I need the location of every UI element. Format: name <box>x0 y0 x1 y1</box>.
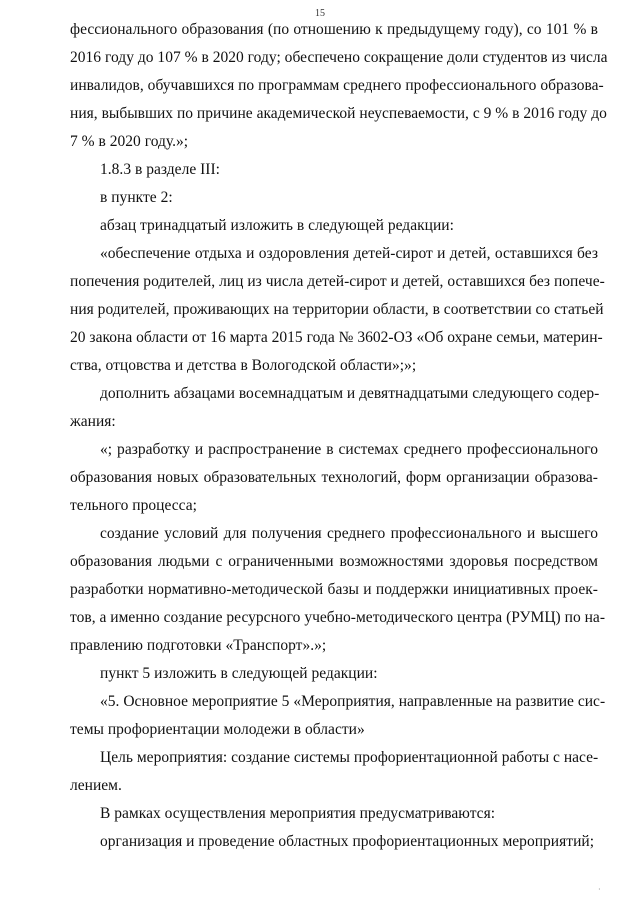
text-line: тельного процесса; <box>70 497 197 514</box>
text-line: 2016 году до 107 % в 2020 году; обеспечено сокращение доли студентов из числа <box>70 49 608 66</box>
text-line: организация и проведение областных профориентационных мероприятий; <box>100 833 595 850</box>
scan-mark: · <box>598 885 601 894</box>
text-line: в пункте 2: <box>100 189 173 206</box>
text-line: жания: <box>70 413 116 430</box>
text-line: 1.8.3 в разделе III: <box>100 161 220 178</box>
text-line: абзац тринадцатый изложить в следующей редакции: <box>100 217 454 234</box>
page-number: 15 <box>315 8 325 19</box>
text-line: дополнить абзацами восемнадцатым и девятнадцатыми следующего содер- <box>100 385 600 402</box>
text-line: темы профориентации молодежи в области» <box>70 721 365 738</box>
text-line: инвалидов, обучавшихся по программам среднего профессионального образова- <box>70 77 604 94</box>
text-line: В рамках осуществления мероприятия предусматриваются: <box>100 805 496 822</box>
text-line: создание условий для получения среднего профессионального и высшего <box>100 525 598 542</box>
text-line: пункт 5 изложить в следующей редакции: <box>100 665 378 682</box>
text-line: ния, выбывших по причине академической неуспеваемости, с 9 % в 2016 году до <box>70 105 607 122</box>
text-line: правлению подготовки «Транспорт».»; <box>70 637 327 654</box>
text-line: ства, отцовства и детства в Вологодской области»;»; <box>70 357 417 374</box>
text-line: 20 закона области от 16 марта 2015 года № 3602-ОЗ «Об охране семьи, материн- <box>70 329 603 346</box>
text-line: «обеспечение отдыха и оздоровления детей-сирот и детей, оставшихся без <box>100 245 598 262</box>
text-line: образования людьми с ограниченными возможностями здоровья посредством <box>70 553 598 570</box>
text-line: «5. Основное мероприятие 5 «Мероприятия, направленные на развитие сис- <box>100 693 606 710</box>
text-line: Цель мероприятия: создание системы профориентационной работы с насе- <box>100 749 599 766</box>
text-line: фессионального образования (по отношению к предыдущему году), со 101 % в <box>70 21 598 38</box>
text-line: 7 % в 2020 году.»; <box>70 133 189 150</box>
text-line: ния родителей, проживающих на территории области, в соответствии со статьей <box>70 301 604 318</box>
text-line: тов, а именно создание ресурсного учебно-методического центра (РУМЦ) по на- <box>70 609 606 626</box>
text-line: образования новых образовательных технологий, форм организации образова- <box>70 469 598 486</box>
text-line: «; разработку и распространение в системах среднего профессионального <box>100 441 598 458</box>
text-line: лением. <box>70 777 122 794</box>
text-line: разработки нормативно-методической базы и поддержки инициативных проек- <box>70 581 598 598</box>
text-line: попечения родителей, лиц из числа детей-сирот и детей, оставшихся без попече- <box>70 273 605 290</box>
